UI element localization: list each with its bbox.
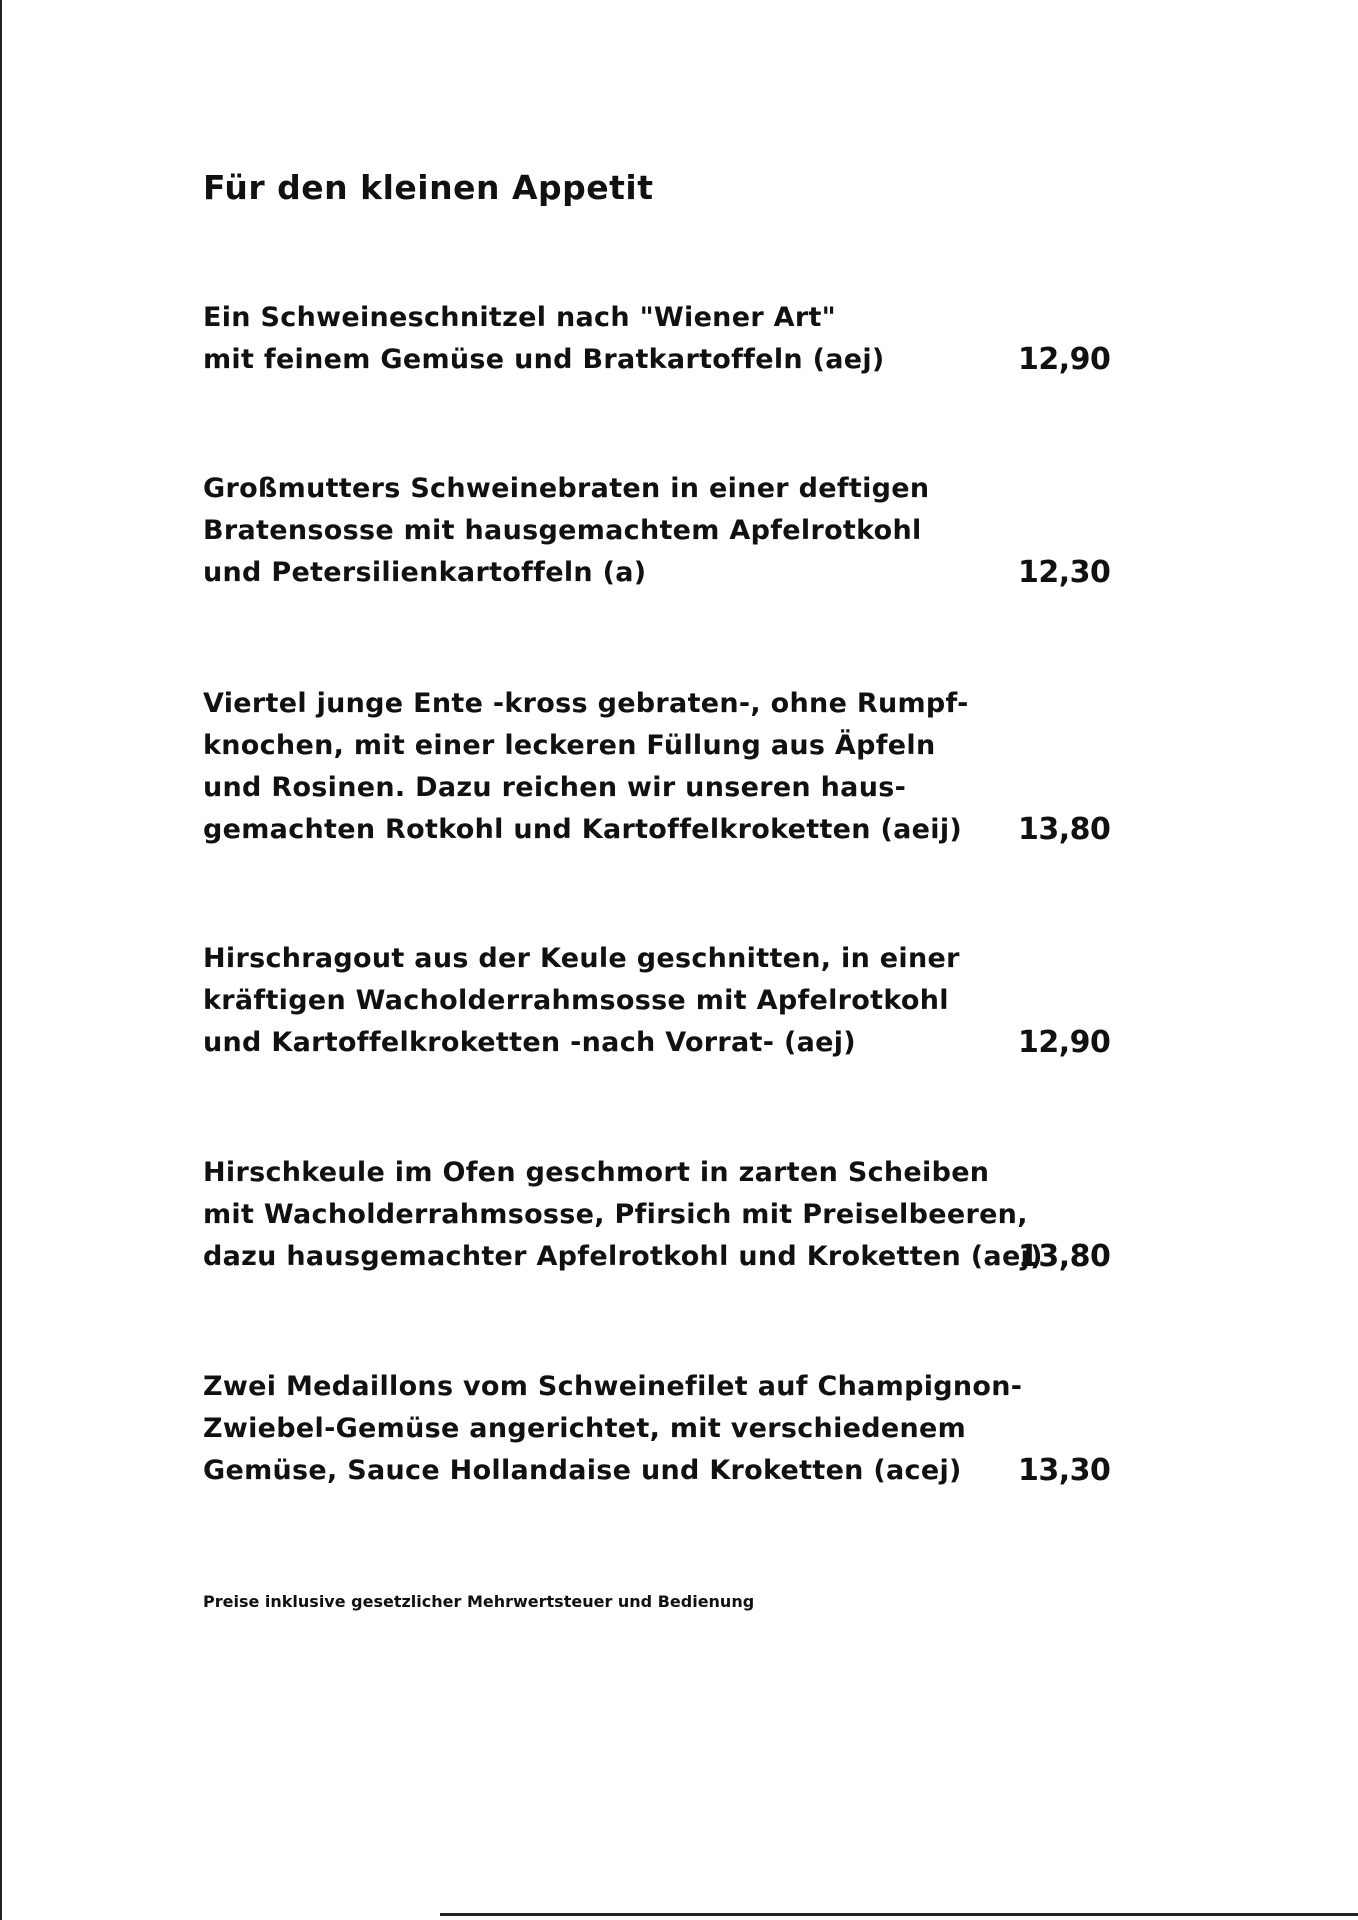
menu-item [203,683,1203,851]
item-description-line: Zwei Medaillons vom Schweinefilet auf Champignon- [203,1371,1023,1402]
item-price: 12,30 [1018,555,1111,590]
menu-title: Für den kleinen Appetit [203,168,654,207]
menu-item [203,1366,1203,1492]
item-price: 12,90 [1018,1025,1111,1060]
item-description-line: gemachten Rotkohl und Kartoffelkroketten (aeij) [203,814,963,845]
item-description-line: Ein Schweineschnitzel nach "Wiener Art" [203,302,837,333]
item-description-line: Bratensosse mit hausgemachtem Apfelrotkohl [203,515,922,546]
item-description-line: Zwiebel-Gemüse angerichtet, mit verschiedenem [203,1413,967,1444]
item-description-line: und Kartoffelkroketten -nach Vorrat- (aej) [203,1027,856,1058]
item-description-line: und Petersilienkartoffeln (a) [203,557,647,588]
page-edge-left [0,0,2,1920]
item-description-line: kräftigen Wacholderrahmsosse mit Apfelrotkohl [203,985,949,1016]
item-description-line: mit feinem Gemüse und Bratkartoffeln (aej) [203,344,885,375]
item-description-line: Hirschkeule im Ofen geschmort in zarten Scheiben [203,1157,990,1188]
price-footnote: Preise inklusive gesetzlicher Mehrwertsteuer und Bedienung [203,1592,755,1611]
menu-item [203,468,1203,594]
item-description-line: Großmutters Schweinebraten in einer deftigen [203,473,930,504]
menu-item [203,297,1203,381]
item-description-line: Hirschragout aus der Keule geschnitten, in einer [203,943,960,974]
item-price: 13,80 [1018,812,1111,847]
item-price: 13,30 [1018,1453,1111,1488]
item-description-line: mit Wacholderrahmsosse, Pfirsich mit Preiselbeeren, [203,1199,1028,1230]
item-description-line: knochen, mit einer leckeren Füllung aus Äpfeln [203,730,936,761]
item-description-line: Gemüse, Sauce Hollandaise und Kroketten (acej) [203,1455,962,1486]
menu-item [203,1152,1203,1278]
item-description-line: und Rosinen. Dazu reichen wir unseren haus- [203,772,907,803]
menu-item [203,938,1203,1064]
item-description-line: Viertel junge Ente -kross gebraten-, ohne Rumpf- [203,688,969,719]
item-price: 12,90 [1018,342,1111,377]
item-description-line: dazu hausgemachter Apfelrotkohl und Kroketten (aej) [203,1241,1043,1272]
page-edge-bottom [440,1913,1358,1916]
item-price: 13,80 [1018,1239,1111,1274]
